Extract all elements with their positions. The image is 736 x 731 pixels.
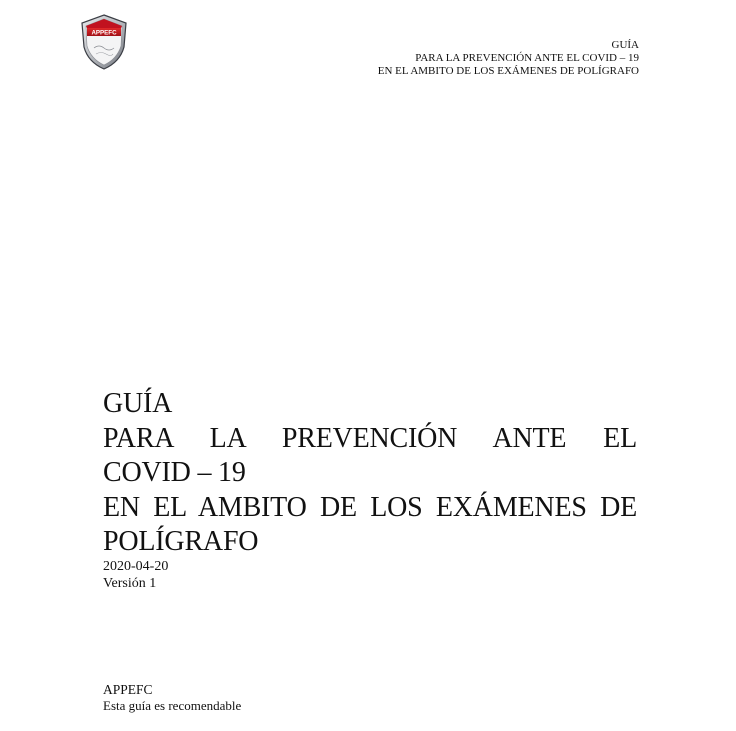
footer-note: Esta guía es recomendable: [103, 698, 242, 713]
document-footer: [103, 682, 241, 714]
title-line-3: COVID – 19: [103, 457, 246, 488]
document-version: Versión 1: [103, 576, 157, 591]
title-line-1: GUÍA: [103, 388, 173, 419]
title-line-2: PARA LA PREVENCIÓN ANTE EL: [103, 422, 637, 454]
header-line-3: EN EL AMBITO DE LOS EXÁMENES DE POLÍGRAFO: [377, 65, 639, 77]
footer-organization: APPEFC: [103, 682, 153, 697]
running-header: [378, 39, 639, 78]
document-meta: [103, 558, 168, 592]
logo-text: APPEFC: [91, 29, 117, 37]
title-line-4: EN EL AMBITO DE LOS EXÁMENES DE: [103, 491, 637, 523]
document-date: 2020-04-20: [103, 559, 169, 574]
header-line-2: PARA LA PREVENCIÓN ANTE EL COVID – 19: [415, 52, 639, 64]
document-title: [103, 387, 637, 560]
appefc-logo: [80, 14, 128, 70]
shield-logo-icon: [80, 14, 128, 70]
title-line-5: POLÍGRAFO: [103, 526, 259, 557]
header-line-1: GUÍA: [611, 39, 639, 51]
